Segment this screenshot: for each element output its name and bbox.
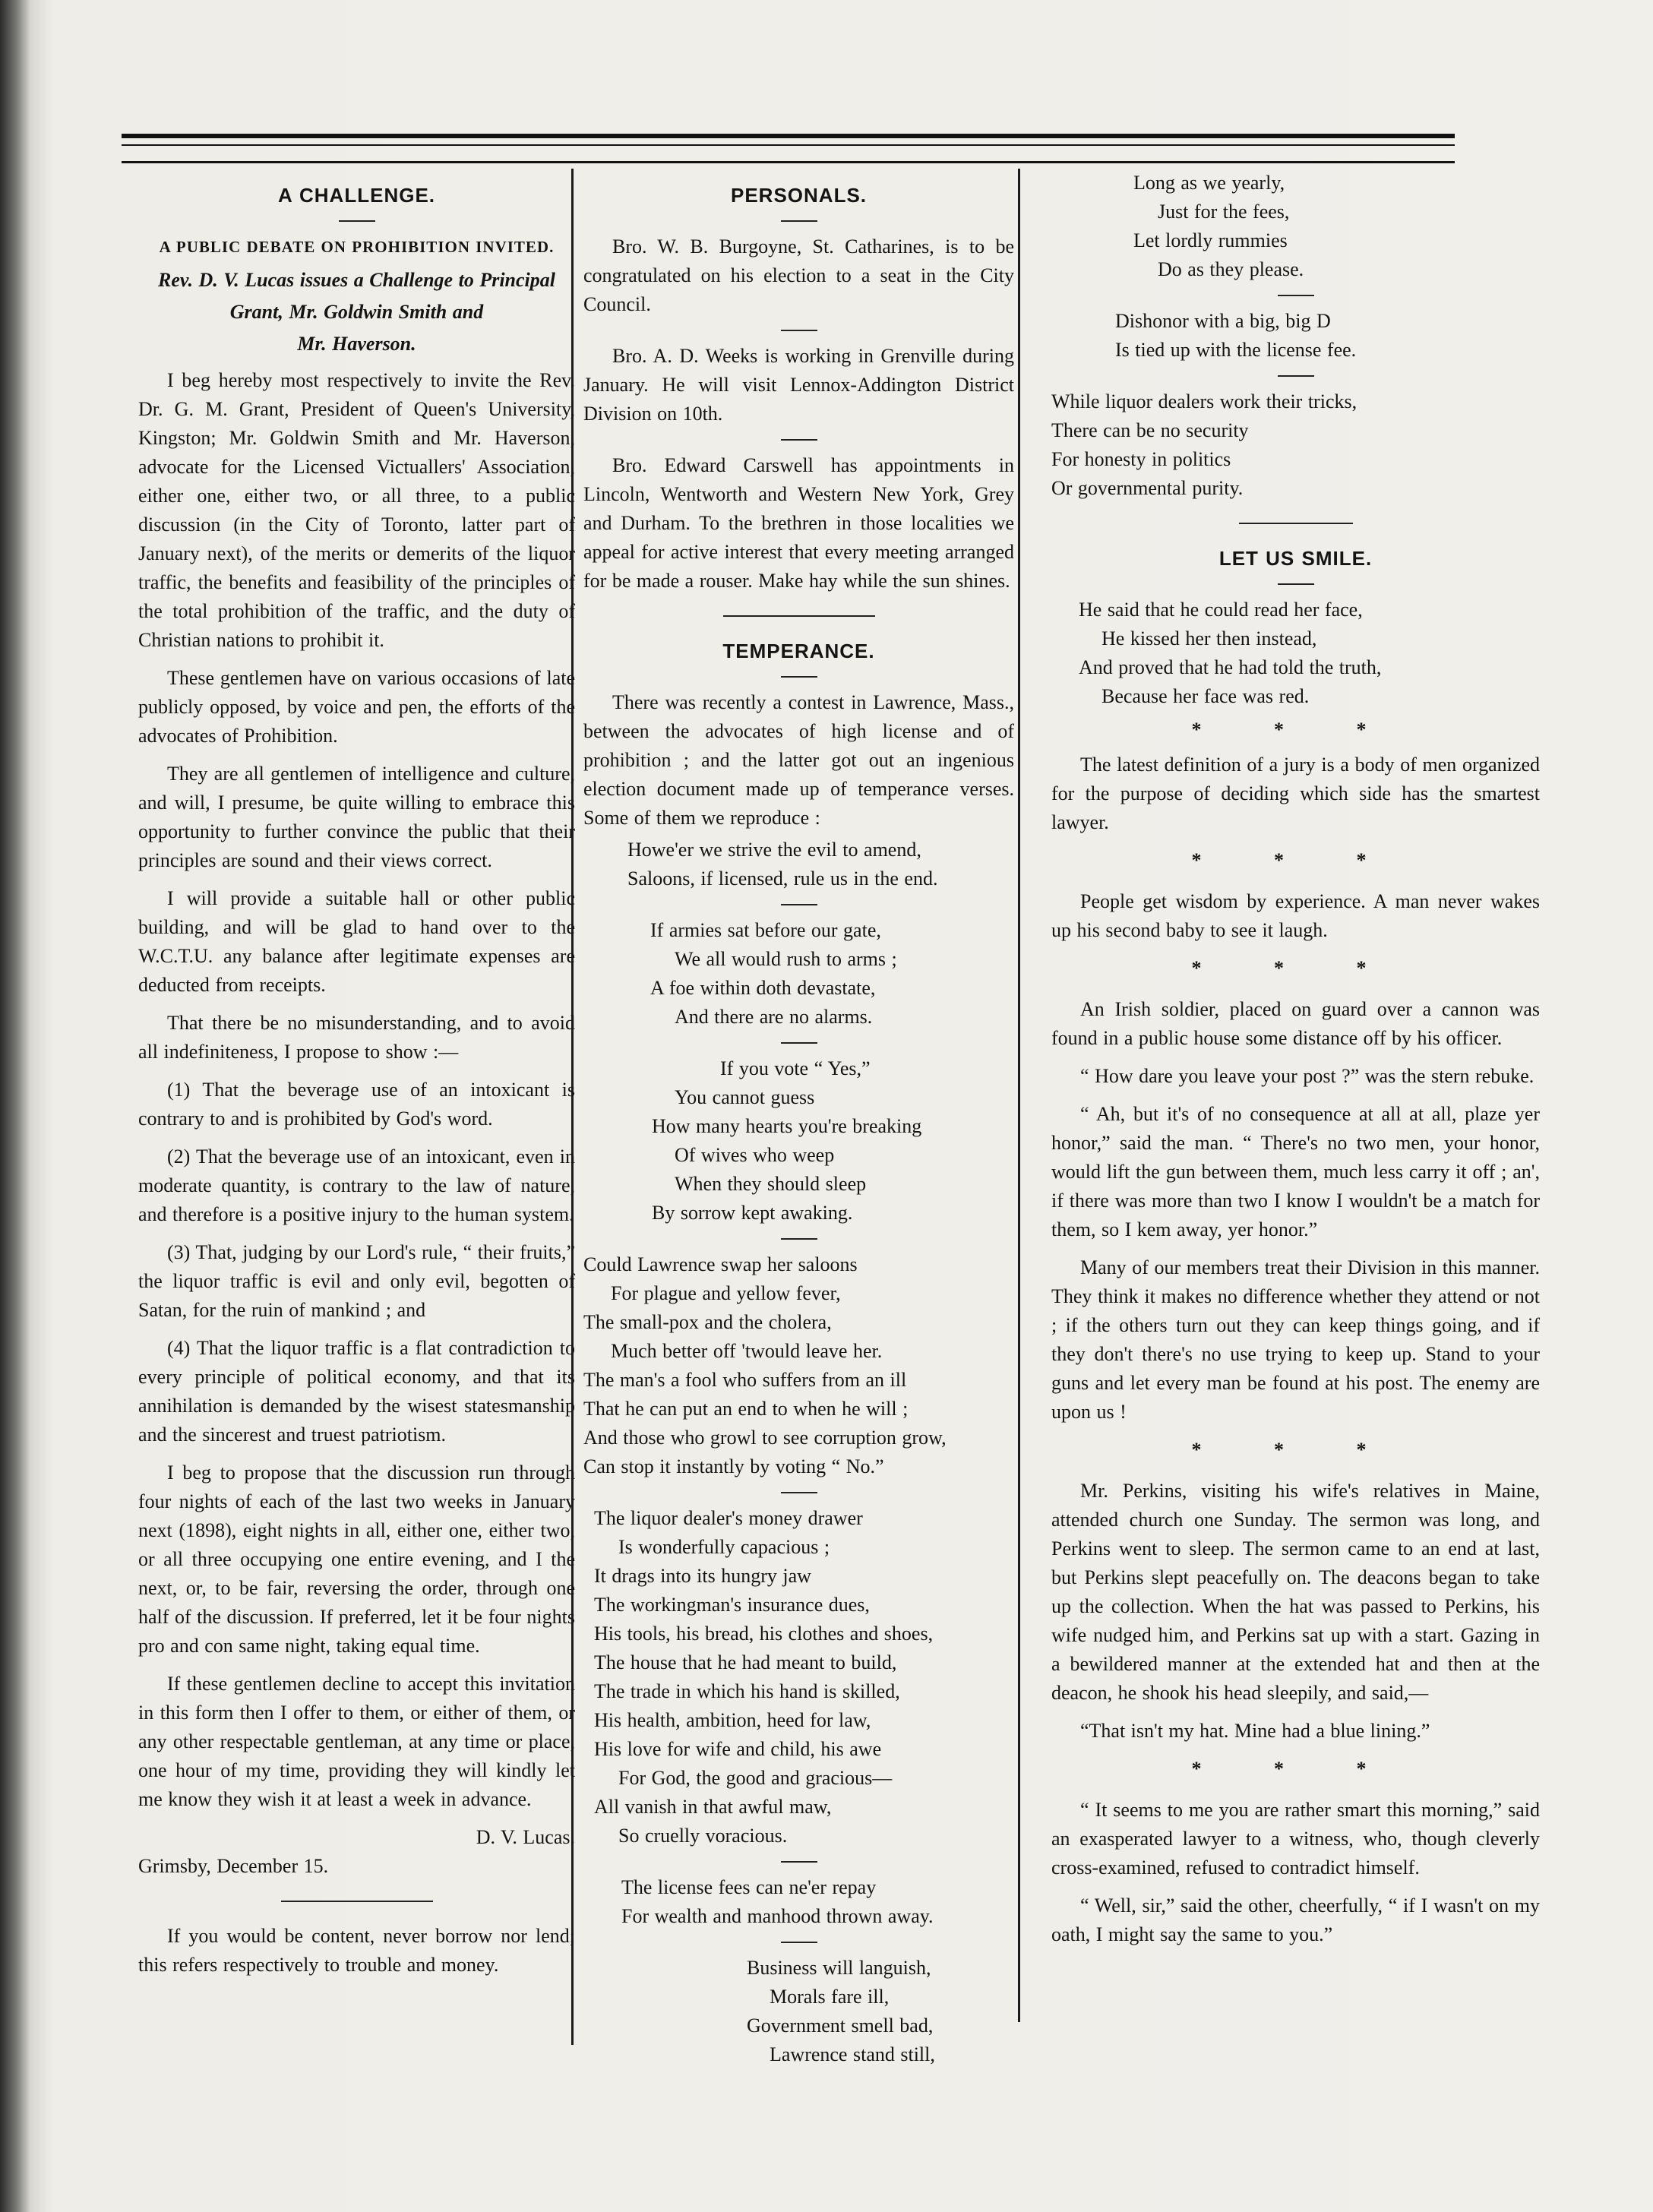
separator (781, 1942, 817, 1943)
verse (583, 1954, 1014, 2069)
personal-item: Bro. Edward Carswell has appointments in Lincoln, Wentworth and Western New York, Grey and Durham. To the brethren in those localities we appeal for active interest that every meeting arranged for be made a rouser. Make hay while the sun shines. (583, 454, 1014, 592)
separator (781, 904, 817, 905)
verse-line: Is tied up with the license fee. (1115, 339, 1357, 361)
verse-line: Saloons, if licensed, rule us in the end. (627, 867, 938, 890)
verse-line: And proved that he had told the truth, (1079, 656, 1382, 678)
column-2 (583, 175, 1014, 2074)
verse-line: Can stop it instantly by voting “ No.” (583, 1455, 884, 1477)
perkins-story-paragraph: “That isn't my hat. Mine had a blue lining.” (1080, 1720, 1430, 1742)
challenge-paragraph: (1) That the beverage use of an intoxicant is contrary to and is prohibited by God's word. (138, 1079, 575, 1130)
verse-line: Long as we yearly, (1133, 172, 1285, 194)
verse-line: Morals fare ill, (770, 1986, 890, 2008)
verse-line: The man's a fool who suffers from an ill (583, 1369, 907, 1391)
irish-story-paragraph: “ How dare you leave your post ?” was the stern rebuke. (1080, 1065, 1534, 1087)
verse-line: For wealth and manhood thrown away. (621, 1905, 934, 1927)
star-separator: * * * (1191, 1758, 1400, 1780)
irish-story-paragraph: “ Ah, but it's of no consequence at all at all, plaze yer honor,” said the man. “ There's no two men, your honor, would lift the gun between them, much less carry it off ; an', if there was more than two I know I wouldn't be a match for them, so I kem away, yer honor.” (1051, 1103, 1540, 1240)
verse-line: You cannot guess (675, 1086, 815, 1108)
challenge-heading: A CHALLENGE. (277, 184, 436, 207)
personals-heading: PERSONALS. (730, 184, 868, 207)
separator (781, 1042, 817, 1044)
signature: D. V. Lucas. (476, 1826, 575, 1848)
verse-line: While liquor dealers work their tricks, (1051, 390, 1357, 412)
separator (781, 676, 817, 678)
separator (281, 1901, 433, 1902)
column-1 (138, 175, 575, 1989)
verse-line: The workingman's insurance dues, (594, 1594, 870, 1616)
verse-line: Business will languish, (747, 1957, 931, 1979)
separator (781, 1238, 817, 1240)
challenge-paragraph: (2) That the beverage use of an intoxicant, even in moderate quantity, is contrary to the law of nature, and therefore is a positive injury to the human system. (138, 1146, 575, 1225)
verse-line: And those who growl to see corruption grow, (583, 1427, 947, 1449)
verse-line: Just for the fees, (1158, 201, 1290, 223)
separator (781, 1861, 817, 1863)
column-top-rule (122, 161, 1455, 163)
verse-line: And there are no alarms. (675, 1006, 873, 1028)
verse-line: Because her face was red. (1101, 685, 1310, 707)
verse-line: Howe'er we strive the evil to amend, (627, 839, 921, 861)
lawyer-story-paragraph: “ Well, sir,” said the other, cheerfully, “ if I wasn't on my oath, I might say the same to you.” (1051, 1894, 1540, 1945)
star-separator: * * * (1191, 849, 1400, 871)
verse-line: His tools, his bread, his clothes and shoes, (594, 1623, 934, 1645)
temperance-intro: There was recently a contest in Lawrence, Mass., between the advocates of high license and of prohibition ; and the latter got out an ingenious election document made up of temperance verses. Some of them we reproduce : (583, 691, 1014, 829)
masthead-rule-thin (122, 144, 1455, 146)
column-divider-2 (1018, 169, 1020, 2022)
verse-line: The liquor dealer's money drawer (594, 1507, 863, 1529)
lawyer-story-paragraph: “ It seems to me you are rather smart this morning,” said an exasperated lawyer to a witness, who, though cleverly cross-examined, refused to contradict himself. (1051, 1799, 1540, 1879)
verse-line: His health, ambition, heed for law, (594, 1709, 871, 1731)
challenge-paragraph: (3) That, judging by our Lord's rule, “ their fruits,” the liquor traffic is evil and only evil, begotten of Satan, for the ruin of mankind ; and (138, 1241, 575, 1321)
verse-line: So cruelly voracious. (618, 1825, 788, 1847)
verse (583, 1250, 1014, 1481)
verse-line: Let lordly rummies (1133, 229, 1288, 251)
verse (583, 836, 1014, 893)
verse-line: For honesty in politics (1051, 448, 1231, 470)
verse-line: Government smell bad, (747, 2014, 934, 2037)
verse (1051, 307, 1540, 365)
perkins-story-paragraph: Mr. Perkins, visiting his wife's relatives in Maine, attended church one Sunday. The sermon was long, and Perkins went to sleep. The sermon came to an end at last, but Perkins slept peacefully on. The deacons began to take up the collection. When the hat was passed to Perkins, his wife nudged him, and Perkins sat up with a start. Gazing in a bewildered manner at the extended hat and then at the deacon, he shook his head sleepily, and said,— (1051, 1480, 1540, 1704)
verse (1051, 596, 1540, 711)
separator (781, 330, 817, 331)
verse-line: Lawrence stand still, (770, 2043, 935, 2065)
closing-paragraph: If you would be content, never borrow nor lend; this refers respectively to trouble and money. (138, 1925, 575, 1976)
separator (781, 220, 817, 222)
masthead-rule-thick (122, 134, 1455, 138)
verse-line: The trade in which his hand is skilled, (594, 1680, 900, 1702)
verse-line: The small-pox and the cholera, (583, 1311, 832, 1333)
verse-line: If you vote “ Yes,” (720, 1057, 871, 1079)
star-separator: * * * (1191, 1439, 1400, 1461)
separator (781, 439, 817, 441)
star-separator: * * * (1191, 719, 1400, 741)
verse-line: He said that he could read her face, (1079, 599, 1363, 621)
verse-line: We all would rush to arms ; (675, 948, 897, 970)
verse-line: There can be no security (1051, 419, 1249, 441)
verse (583, 1504, 1014, 1850)
verse (1051, 169, 1540, 284)
personal-item: Bro. A. D. Weeks is working in Grenville during January. He will visit Lennox-Addington District Division on 10th. (583, 345, 1014, 425)
challenge-italic-line: Grant, Mr. Goldwin Smith and (229, 301, 484, 323)
verse-line: How many hearts you're breaking (652, 1115, 922, 1137)
verse-line: His love for wife and child, his awe (594, 1738, 882, 1760)
verse-line: He kissed her then instead, (1101, 627, 1317, 649)
challenge-paragraph: That there be no misunderstanding, and to avoid all indefiniteness, I propose to show :— (138, 1012, 575, 1063)
personal-item: Bro. W. B. Burgoyne, St. Catharines, is to be congratulated on his election to a seat in the City Council. (583, 235, 1014, 315)
verse-line: If armies sat before our gate, (650, 919, 881, 941)
challenge-italic-line: Mr. Haverson. (297, 333, 416, 355)
verse-line: Do as they please. (1158, 258, 1304, 280)
verse-line: Or governmental purity. (1051, 477, 1244, 499)
verse-line: A foe within doth devastate, (650, 977, 876, 999)
challenge-paragraph: I beg to propose that the discussion run through four nights of each of the last two weeks in January next (1898), eight nights in all, either one, either two, or all three occupying one entire evening, and I the next, or, to be fair, reversing the order, through one half of the discussion. If preferred, let it be four nights pro and con same night, taking equal time. (138, 1462, 575, 1657)
smile-heading: LET US SMILE. (1218, 547, 1373, 570)
verse-line: The license fees can ne'er repay (621, 1876, 877, 1898)
challenge-paragraph: They are all gentlemen of intelligence and culture, and will, I presume, be quite willing to embrace this opportunity to further convince the public that their principles are sound and their views correct. (138, 763, 575, 871)
dateline: Grimsby, December 15. (138, 1855, 329, 1877)
verse (583, 916, 1014, 1032)
separator (781, 1492, 817, 1493)
verse-line: The house that he had meant to build, (594, 1651, 897, 1673)
verse-line: By sorrow kept awaking. (652, 1202, 853, 1224)
verse-line: For plague and yellow fever, (611, 1282, 841, 1304)
verse-line: Dishonor with a big, big D (1115, 310, 1331, 332)
separator (1278, 295, 1314, 296)
verse-line: Much better off 'twould leave her. (611, 1340, 883, 1362)
challenge-italic-line: Rev. D. V. Lucas issues a Challenge to Principal (158, 269, 555, 291)
verse-line: That he can put an end to when he will ; (583, 1398, 909, 1420)
jury-joke: The latest definition of a jury is a body of men organized for the purpose of deciding which side has the smartest lawyer. (1051, 754, 1540, 833)
challenge-subheading: A PUBLIC DEBATE ON PROHIBITION INVITED. (159, 238, 555, 256)
challenge-paragraph: I will provide a suitable hall or other public building, and will be glad to hand over to the W.C.T.U. any balance after legitimate expenses are deducted from receipts. (138, 887, 575, 996)
irish-story-paragraph: Many of our members treat their Division in this manner. They think it makes no difference whether they attend or not ; if the others turn out they can keep things going, and if they don't there's no use trying to keep up. Stand to your guns and let every man be found at his post. The enemy are upon us ! (1051, 1256, 1540, 1423)
challenge-paragraph: I beg hereby most respectively to invite the Rev. Dr. G. M. Grant, President of Queen's University, Kingston; Mr. Goldwin Smith and Mr. Haverson, advocate for the Licensed Victuallers' Association, either one, either two, or all three, to a public discussion (in the City of Toronto, latter part of January next), of the merits or demerits of the liquor traffic, the benefits and feasibility of the principles of the total prohibition of the traffic, and the duty of Christian nations to prohibit it. (138, 369, 575, 651)
verse (583, 1054, 1014, 1228)
temperance-heading: TEMPERANCE. (722, 640, 875, 662)
wisdom-joke: People get wisdom by experience. A man never wakes up his second baby to see it laugh. (1051, 890, 1540, 941)
irish-story-paragraph: An Irish soldier, placed on guard over a cannon was found in a public house some distance off by his officer. (1051, 998, 1540, 1049)
separator (1239, 523, 1353, 524)
challenge-paragraph: If these gentlemen decline to accept this invitation in this form then I offer to them, or either of them, or any other respectable gentleman, at any time or place, one hour of my time, providing they will kindly let me know they wish it at least a week in advance. (138, 1673, 575, 1810)
verse-line: All vanish in that awful maw, (594, 1796, 832, 1818)
verse-line: When they should sleep (675, 1173, 867, 1195)
star-separator: * * * (1191, 957, 1400, 979)
separator (339, 220, 375, 222)
verse-line: Of wives who weep (675, 1144, 835, 1166)
verse (583, 1873, 1014, 1931)
separator (1278, 375, 1314, 377)
challenge-paragraph: (4) That the liquor traffic is a flat contradiction to every principle of political economy, and that its annihilation is demanded by the wisest statesmanship and the sincerest and truest patriotism. (138, 1337, 575, 1446)
verse-line: Could Lawrence swap her saloons (583, 1253, 858, 1275)
separator (1278, 583, 1314, 585)
challenge-paragraph: These gentlemen have on various occasions of late publicly opposed, by voice and pen, the efforts of the advocates of Prohibition. (138, 667, 575, 747)
verse-line: It drags into its hungry jaw (594, 1565, 811, 1587)
verse-line: Is wonderfully capacious ; (618, 1536, 830, 1558)
separator (723, 615, 875, 617)
verse (1051, 387, 1540, 503)
verse-line: For God, the good and gracious— (618, 1767, 893, 1789)
column-3 (1051, 172, 1540, 1958)
